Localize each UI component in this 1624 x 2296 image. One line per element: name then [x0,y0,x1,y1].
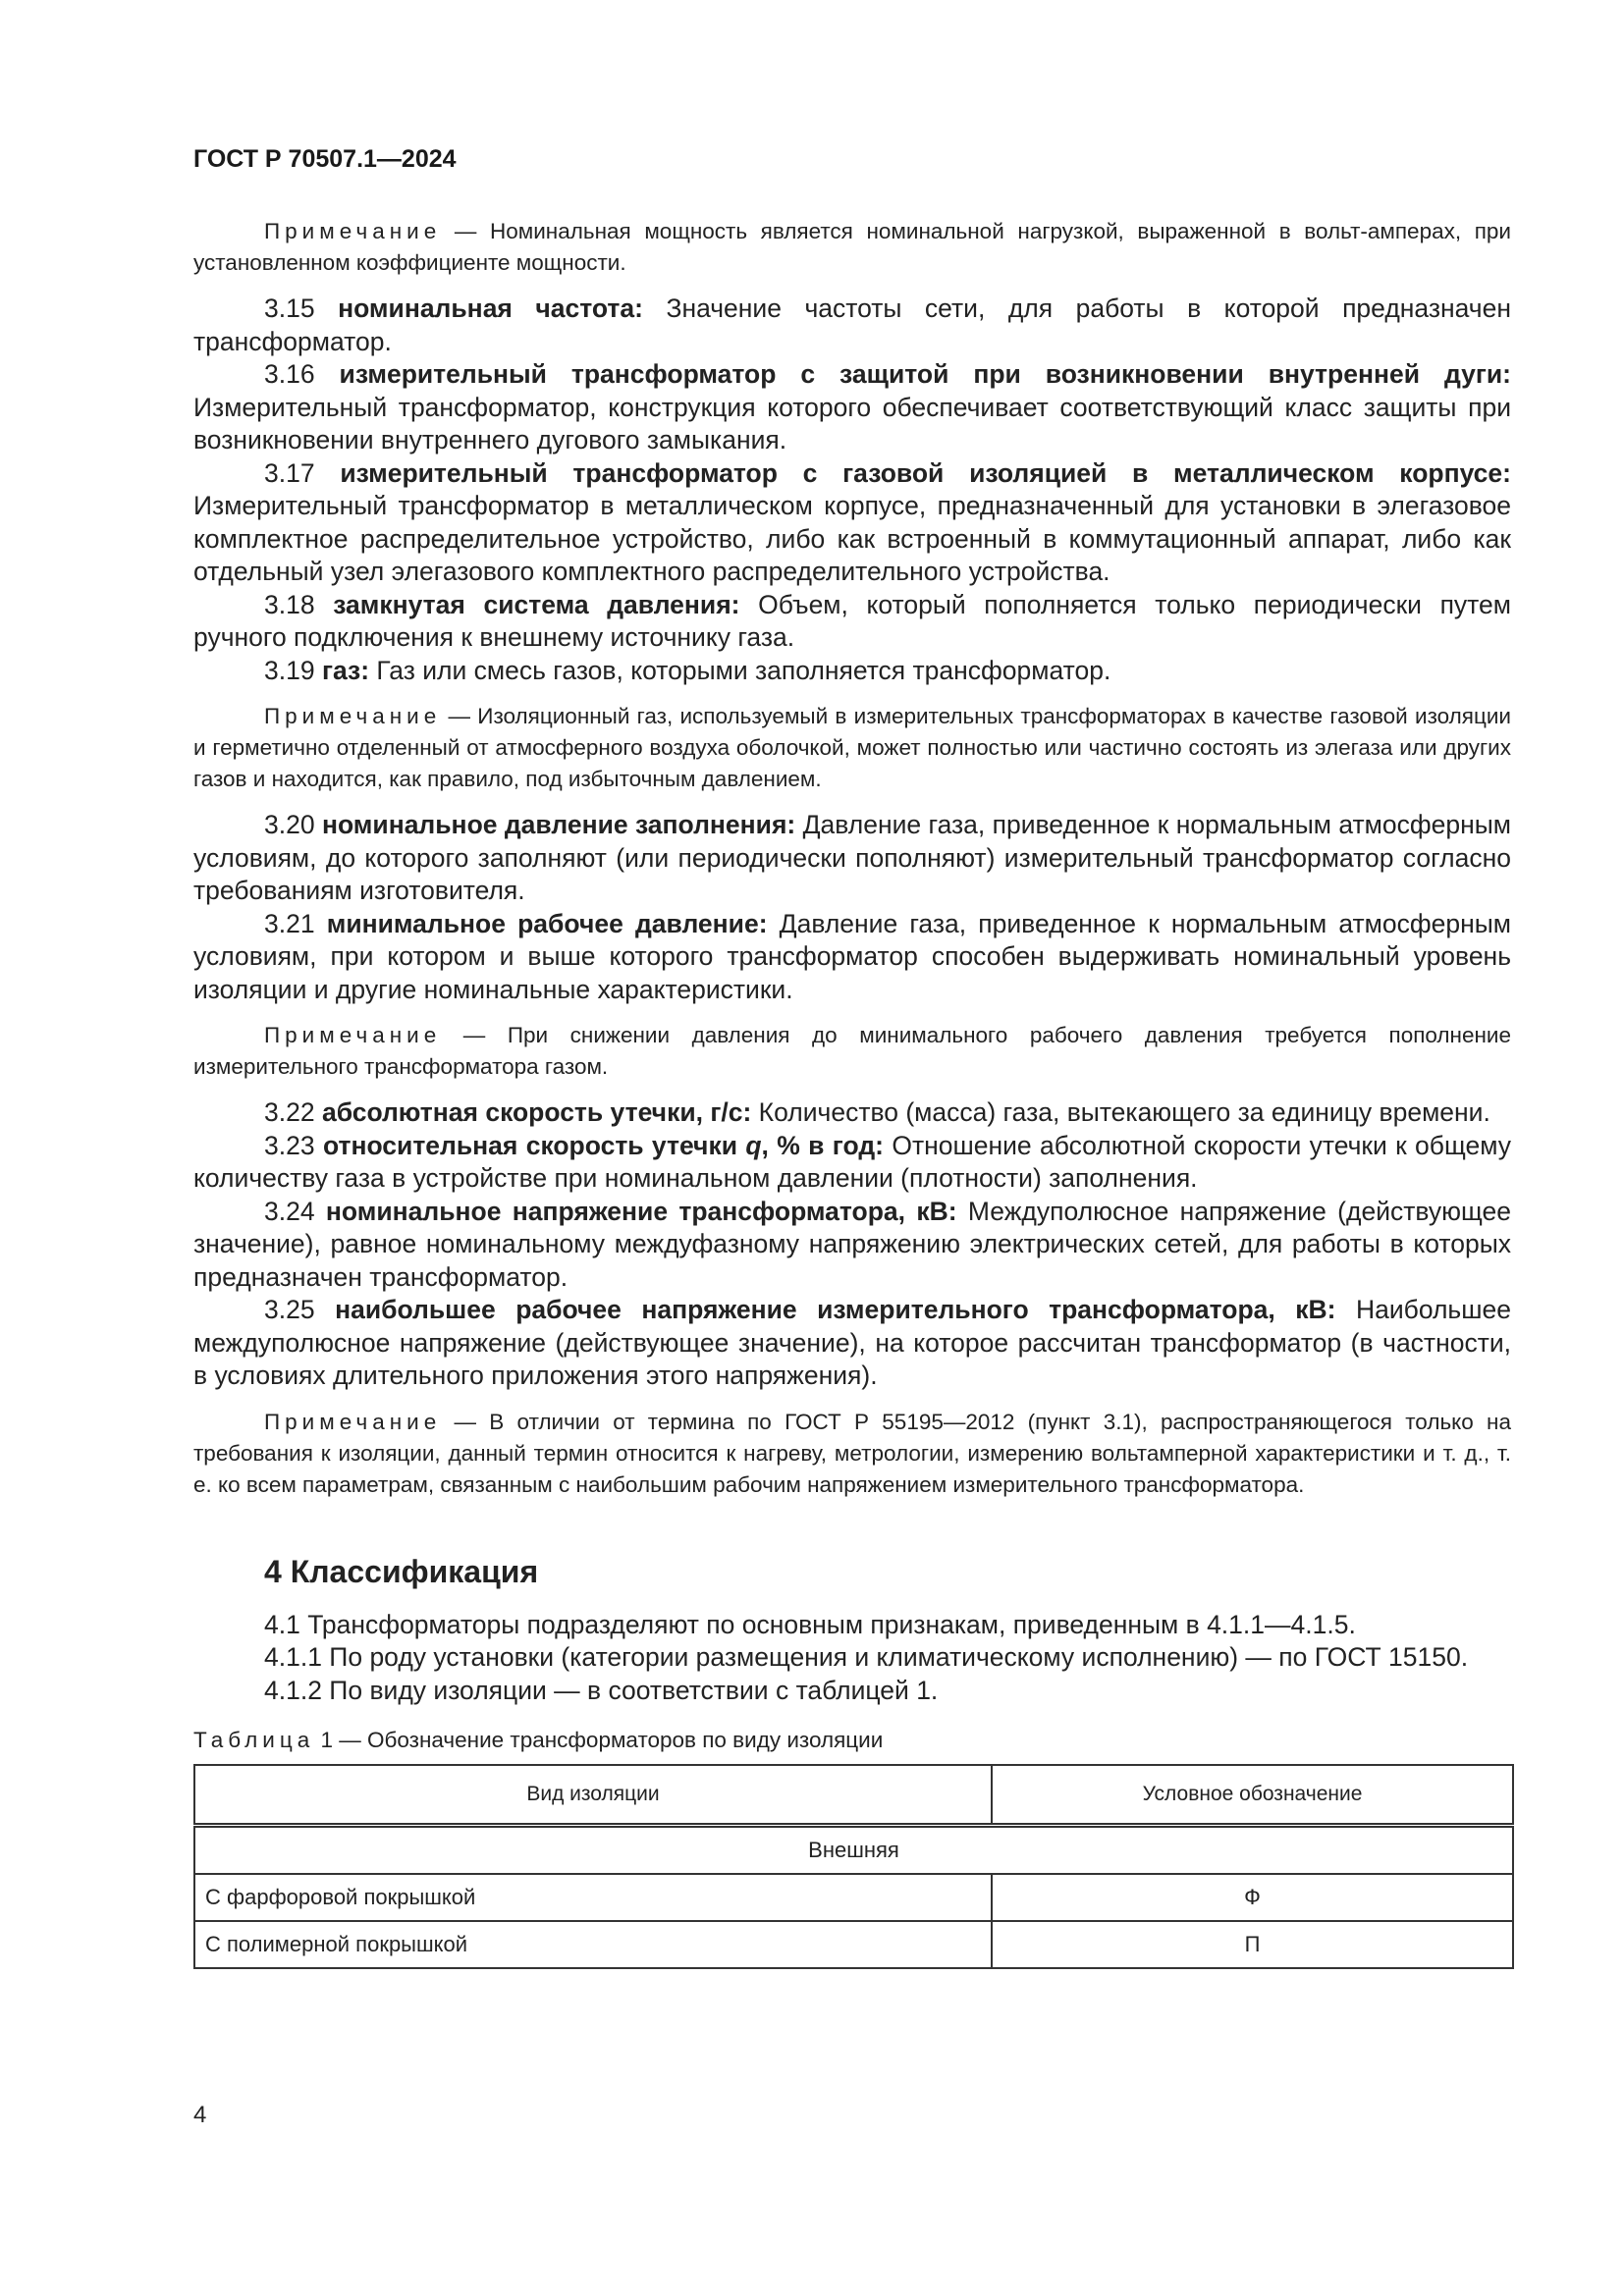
term-definition: Измерительный трансформатор, конструкция которого обеспечивает соответствующий класс защиты при возникновении внутреннего дугового замыкания. [193,392,1511,454]
term-3-18 [193,589,1511,655]
term-number: 3.23 [264,1130,315,1160]
term-3-25 [193,1294,1511,1393]
term-definition: Междуполюсное напряжение (действующее значение), равное номинальному междуфазному напряжению электрических сетей, для работы в которых предназначен трансформатор. [193,1196,1511,1292]
note-label: Примечание [264,1023,442,1047]
term-name: номинальное давление заполнения: [321,810,796,839]
note-min-pressure [193,1020,1511,1083]
term-name: номинальное напряжение трансформатора, кВ: [325,1196,957,1226]
term-3-24 [193,1196,1511,1295]
page-body [193,216,1511,1969]
term-definition: Газ или смесь газов, которыми заполняется трансформатор. [369,655,1111,685]
note-text: — Номинальная мощность является номинальной нагрузкой, выраженной в вольт-амперах, при установленном коэффициенте мощности. [193,219,1511,275]
term-name [323,1131,884,1160]
note-power [193,216,1511,279]
term-3-21 [193,908,1511,1007]
note-label: Примечание [264,1409,442,1434]
term-3-15 [193,293,1511,358]
term-number: 3.25 [264,1295,315,1324]
term-definition: Объем, который пополняется только периодически путем ручного подключения к внешнему источнику газа. [193,589,1511,652]
table-caption-text: 1 — Обозначение трансформаторов по виду изоляции [314,1728,884,1752]
table-row [194,1874,1513,1921]
term-definition: Давление газа, приведенное к нормальным атмосферным условиям, при котором и выше которого трансформатор способен выдерживать номинальный уровень изоляции и другие номинальные характеристики. [193,908,1511,1004]
term-3-22 [193,1096,1511,1130]
term-definition: Измерительный трансформатор в металлическом корпусе, предназначенный для установки в элегазовое комплектное распределительное устройство, либо как встроенный в коммутационный аппарат, либо как отдельный узел элегазового комплектного распределительного устройства. [193,491,1511,586]
term-number: 3.16 [264,359,315,389]
term-name: измерительный трансформатор с газовой изоляцией в металлическом корпусе: [340,457,1511,488]
term-number: 3.20 [264,810,315,839]
table-header-cell: Условное обозначение [992,1765,1513,1826]
term-number: 3.19 [264,655,315,685]
note-text: — Изоляционный газ, используемый в измерительных трансформаторах в качестве газовой изоляции и герметично отделенный от атмосферного воздуха оболочкой, может полностью или частично состоять из элегаза или других газов и находится, как правило, под избыточным давлением. [193,704,1511,791]
table-cell: Ф [992,1874,1513,1921]
term-name: газ: [321,655,370,685]
term-number: 3.17 [264,457,315,488]
note-text: — При снижении давления до минимального рабочего давления требуется пополнение измерительного трансформатора газом. [193,1023,1511,1079]
term-definition: Отношение абсолютной скорости утечки к общему количеству газа в устройстве при номинальном давлении (плотности) заполнения. [193,1130,1511,1193]
table-cell: С фарфоровой покрышкой [194,1874,992,1921]
table-caption-label: Таблица [193,1728,315,1752]
table-group-row [194,1826,1513,1875]
term-definition: Значение частоты сети, для работы в которой предназначен трансформатор. [193,294,1511,356]
term-name: замкнутая система давления: [333,589,740,619]
table-caption [193,1725,1511,1756]
note-max-voltage [193,1407,1511,1501]
clause-4-1-1: 4.1.1 По роду установки (категории размещения и климатическому исполнению) — по ГОСТ 15150. [264,1642,1469,1672]
term-number: 3.15 [264,294,315,323]
term-3-17 [193,457,1511,589]
note-text: — В отличии от термина по ГОСТ Р 55195—2012 (пункт 3.1), распространяющегося только на требования к изоляции, данный термин относится к нагреву, метрологии, измерению вольтамперной характеристики и т. д., т. е. ко всем параметрам, связанным с наибольшим рабочим напряжением измерительного трансформатора. [193,1409,1511,1497]
term-name: измерительный трансформатор с защитой при возникновении внутренней дуги: [339,359,1511,389]
page-number: 4 [193,2102,207,2128]
table-header-row [194,1765,1513,1826]
insulation-table [193,1764,1514,1969]
term-number: 3.24 [264,1196,315,1226]
term-name-end: , % в год: [761,1130,884,1160]
section-title: 4 Классификация [264,1553,539,1589]
note-gas [193,701,1511,795]
term-3-16 [193,358,1511,457]
term-definition: Давление газа, приведенное к нормальным атмосферным условиям, до которого заполняют (или периодически пополняют) измерительный трансформатор согласно требованиям изготовителя. [193,810,1511,905]
term-name: абсолютная скорость утечки, г/с: [321,1097,752,1127]
term-3-23 [193,1130,1511,1196]
term-number: 3.22 [264,1097,315,1127]
clause-4-1: 4.1 Трансформаторы подразделяют по основным признакам, приведенным в 4.1.1—4.1.5. [264,1609,1356,1639]
table-row [194,1921,1513,1968]
table-header-cell: Вид изоляции [194,1765,992,1826]
term-name: минимальное рабочее давление: [326,908,768,938]
term-definition: Количество (масса) газа, вытекающего за единицу времени. [751,1097,1490,1127]
term-name: номинальная частота: [338,294,643,323]
term-number: 3.21 [264,908,315,938]
document-header: ГОСТ Р 70507.1—2024 [193,145,457,173]
table-group-cell: Внешняя [194,1826,1513,1875]
term-number: 3.18 [264,589,315,619]
term-symbol: q [745,1130,762,1160]
table-cell: С полимерной покрышкой [194,1921,992,1968]
term-3-19 [193,655,1511,688]
term-name: наибольшее рабочее напряжение измерительного трансформатора, кВ: [335,1295,1336,1324]
table-cell: П [992,1921,1513,1968]
note-label: Примечание [264,704,442,728]
term-definition: Наибольшее междуполюсное напряжение (действующее значение), на которое рассчитан трансформатор (в частности, в условиях длительного приложения этого напряжения). [193,1295,1511,1390]
clause-4-1-2: 4.1.2 По виду изоляции — в соответствии с таблицей 1. [264,1675,939,1705]
term-name-start: относительная скорость утечки [322,1130,746,1160]
term-3-20 [193,809,1511,908]
note-label: Примечание [264,219,442,243]
